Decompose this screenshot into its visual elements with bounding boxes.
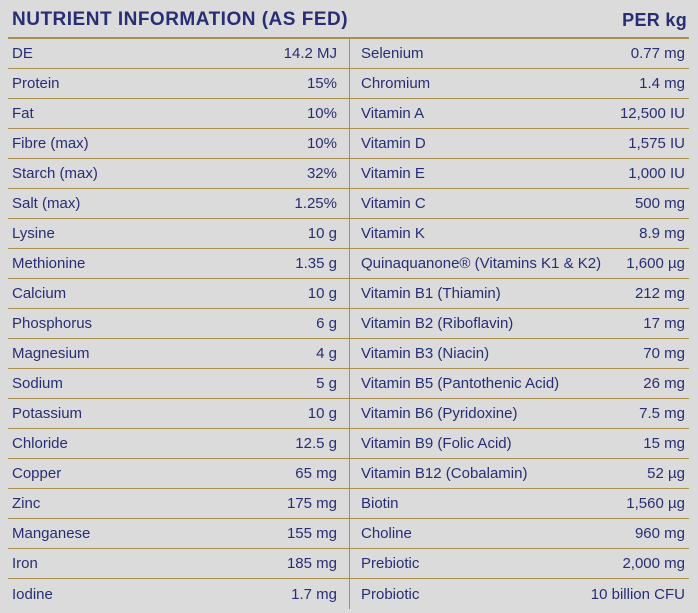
nutrient-value: 10 g — [307, 285, 337, 302]
nutrient-value: 15% — [306, 75, 337, 92]
nutrient-value: 65 mg — [295, 465, 337, 482]
table-row — [350, 129, 689, 159]
nutrient-label: Vitamin B3 (Niacin) — [361, 345, 490, 362]
nutrient-value: 12.5 g — [295, 435, 337, 452]
table-row — [350, 219, 689, 249]
nutrient-label: Zinc — [12, 495, 41, 512]
nutrient-label: Vitamin D — [361, 135, 426, 152]
nutrient-label: Copper — [12, 465, 62, 482]
nutrient-value: 17 mg — [643, 315, 685, 332]
nutrient-label: Manganese — [12, 525, 91, 542]
nutrient-label: Sodium — [12, 375, 63, 392]
nutrient-label: Calcium — [12, 285, 67, 302]
nutrient-label: Fibre (max) — [12, 135, 89, 152]
table-row — [350, 99, 689, 129]
table-row — [350, 579, 689, 609]
per-kg-header: PER kg — [622, 10, 687, 30]
nutrient-label: Biotin — [361, 495, 399, 512]
nutrient-value: 7.5 mg — [639, 405, 685, 422]
nutrient-value: 26 mg — [643, 375, 685, 392]
nutrient-value: 1,600 µg — [626, 255, 685, 272]
nutrient-value: 10 g — [307, 225, 337, 242]
nutrient-value: 10 billion CFU — [590, 585, 685, 603]
nutrient-label: Vitamin B5 (Pantothenic Acid) — [361, 375, 560, 392]
table-body — [8, 39, 689, 609]
nutrient-value: 12,500 IU — [619, 105, 685, 122]
table-row — [8, 489, 349, 519]
table-row — [350, 189, 689, 219]
nutrient-value: 212 mg — [634, 285, 685, 302]
nutrient-label: Iodine — [12, 585, 53, 603]
table-row — [350, 459, 689, 489]
nutrient-value: 1.7 mg — [291, 585, 337, 603]
nutrient-label: Starch (max) — [12, 165, 98, 182]
table-row — [8, 99, 349, 129]
nutrient-value: 52 µg — [647, 465, 685, 482]
nutrient-label: Choline — [361, 525, 412, 542]
table-row — [8, 159, 349, 189]
nutrient-label: Potassium — [12, 405, 83, 422]
table-row — [8, 69, 349, 99]
table-row — [350, 249, 689, 279]
table-row — [8, 279, 349, 309]
nutrient-label: Fat — [12, 105, 34, 122]
table-row — [8, 399, 349, 429]
nutrient-label: Vitamin B12 (Cobalamin) — [361, 465, 528, 482]
table-row — [350, 549, 689, 579]
nutrient-label: Phosphorus — [12, 315, 93, 332]
nutrient-value: 5 g — [316, 375, 337, 392]
table-row — [350, 339, 689, 369]
nutrient-value: 185 mg — [286, 555, 337, 572]
table-row — [350, 39, 689, 69]
table-row — [350, 489, 689, 519]
nutrient-value: 2,000 mg — [622, 555, 685, 572]
nutrient-label: Protein — [12, 75, 60, 92]
nutrient-label: Chromium — [361, 75, 431, 92]
nutrient-value: 175 mg — [286, 495, 337, 512]
nutrient-column-left — [8, 39, 349, 609]
nutrient-label: Vitamin C — [361, 195, 426, 212]
table-row — [350, 69, 689, 99]
nutrient-value: 10 g — [307, 405, 337, 422]
nutrient-value: 1,000 IU — [628, 165, 685, 182]
table-row — [8, 189, 349, 219]
table-row — [8, 219, 349, 249]
nutrient-label: Vitamin A — [361, 105, 425, 122]
nutrient-value: 500 mg — [634, 195, 685, 212]
nutrient-label: Prebiotic — [361, 555, 420, 572]
table-row — [8, 39, 349, 69]
nutrient-value: 8.9 mg — [639, 225, 685, 242]
table-row — [8, 459, 349, 489]
nutrient-label: Lysine — [12, 225, 55, 242]
nutrient-value: 0.77 mg — [630, 45, 685, 62]
table-row — [350, 399, 689, 429]
nutrient-label: Magnesium — [12, 345, 90, 362]
nutrient-value: 960 mg — [634, 525, 685, 542]
table-row — [8, 519, 349, 549]
table-row — [8, 369, 349, 399]
nutrient-value: 10% — [306, 105, 337, 122]
nutrient-value: 15 mg — [643, 435, 685, 452]
nutrient-value: 14.2 MJ — [283, 45, 337, 62]
nutrient-label: Quinaquanone® (Vitamins K1 & K2) — [361, 255, 602, 272]
table-header — [8, 0, 689, 39]
nutrient-label: Probiotic — [361, 585, 420, 603]
table-row — [350, 159, 689, 189]
nutrient-label: Selenium — [361, 45, 424, 62]
table-row — [350, 309, 689, 339]
nutrient-label: Vitamin B9 (Folic Acid) — [361, 435, 512, 452]
nutrient-value: 1,560 µg — [626, 495, 685, 512]
table-row — [8, 129, 349, 159]
nutrient-value: 6 g — [316, 315, 337, 332]
nutrient-value: 1.35 g — [295, 255, 337, 272]
nutrient-label: Methionine — [12, 255, 86, 272]
table-row — [350, 279, 689, 309]
nutrient-value: 70 mg — [643, 345, 685, 362]
table-row — [8, 339, 349, 369]
table-row — [350, 369, 689, 399]
table-row — [8, 249, 349, 279]
table-row — [8, 549, 349, 579]
nutrient-label: Vitamin K — [361, 225, 425, 242]
table-title: NUTRIENT INFORMATION (AS FED) — [12, 9, 349, 30]
nutrient-label: Vitamin B2 (Riboflavin) — [361, 315, 514, 332]
table-row — [8, 429, 349, 459]
nutrient-label: Vitamin B6 (Pyridoxine) — [361, 405, 518, 422]
nutrient-label: Vitamin B1 (Thiamin) — [361, 285, 501, 302]
table-row — [8, 579, 349, 609]
nutrient-value: 1.4 mg — [639, 75, 685, 92]
table-row — [350, 519, 689, 549]
nutrient-label: Salt (max) — [12, 195, 81, 212]
nutrient-label: DE — [12, 45, 33, 62]
nutrient-label: Chloride — [12, 435, 68, 452]
nutrient-label: Iron — [12, 555, 38, 572]
nutrient-value: 1.25% — [294, 195, 337, 212]
table-row — [350, 429, 689, 459]
nutrient-value: 10% — [306, 135, 337, 152]
nutrient-value: 32% — [306, 165, 337, 182]
nutrient-value: 155 mg — [286, 525, 337, 542]
table-row — [8, 309, 349, 339]
nutrient-column-right — [349, 39, 689, 609]
nutrient-value: 1,575 IU — [628, 135, 685, 152]
nutrient-value: 4 g — [316, 345, 337, 362]
nutrient-label: Vitamin E — [361, 165, 425, 182]
